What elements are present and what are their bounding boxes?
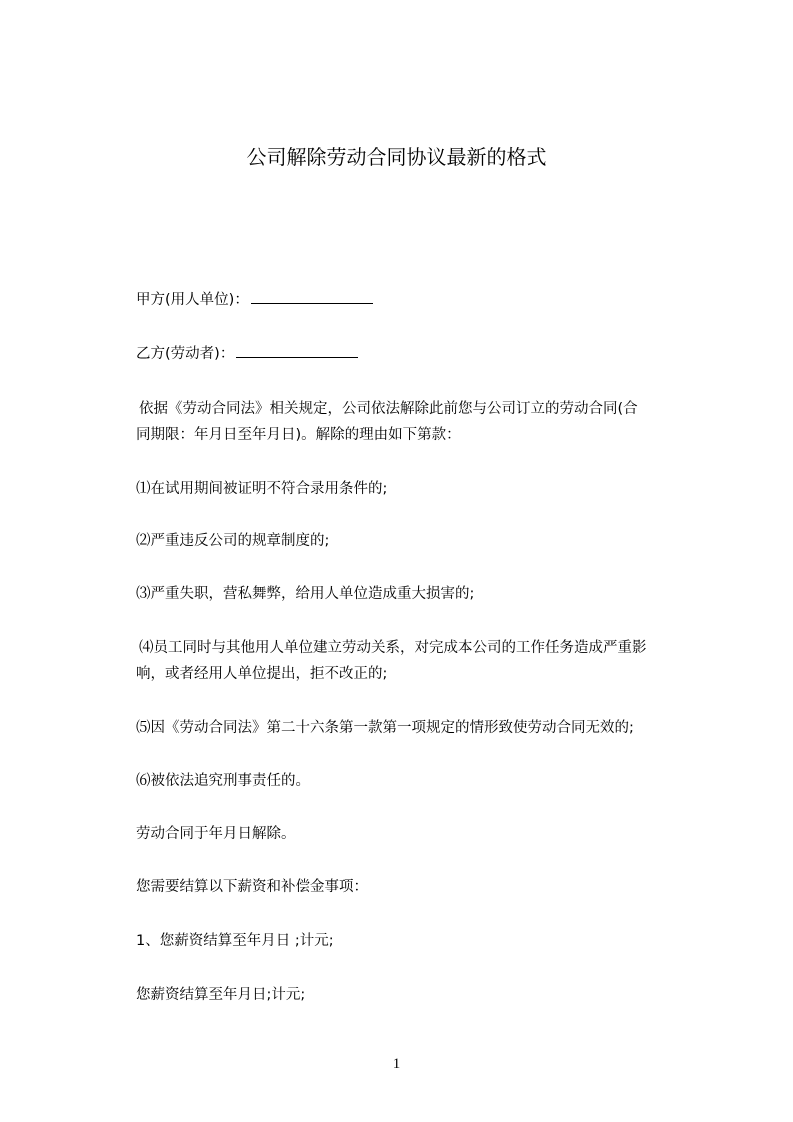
clause-4-line-1: ⑷员工同时与其他用人单位建立劳动关系，对完成本公司的工作任务造成严重影 (139, 640, 647, 656)
party-b-line (136, 341, 716, 367)
settlement-intro: 您需要结算以下薪资和补偿金事项： (136, 879, 368, 895)
clause-1: ⑴在试用期间被证明不符合录用条件的; (136, 481, 388, 497)
party-a-label: 甲方(用人单位)： (136, 292, 249, 308)
settlement-item-1: 1、您薪资结算至年月日 ;计元; (136, 933, 334, 949)
clause-2: ⑵严重违反公司的规章制度的; (136, 533, 330, 549)
clause-5: ⑸因《劳动合同法》第二十六条第一款第一项规定的情形致使劳动合同无效的; (136, 720, 634, 736)
party-a-line (136, 287, 716, 313)
settlement-item-2: 您薪资结算至年月日;计元; (136, 987, 306, 1003)
party-b-label: 乙方(劳动者)： (136, 346, 235, 362)
document-title: 公司解除劳动合同协议最新的格式 (246, 145, 547, 169)
party-a-blank (251, 289, 373, 304)
intro-line-1: 依据《劳动合同法》相关规定，公司依法解除此前您与公司订立的劳动合同(合 (139, 401, 638, 417)
page-number: 1 (392, 1056, 401, 1072)
party-b-blank (236, 343, 358, 358)
termination-date: 劳动合同于年月日解除。 (136, 826, 296, 842)
clause-4-line-2: 响，或者经用人单位提出，拒不改正的; (136, 666, 388, 682)
clause-6: ⑹被依法追究刑事责任的。 (136, 773, 310, 789)
clause-3: ⑶严重失职，营私舞弊，给用人单位造成重大损害的; (136, 586, 475, 602)
intro-line-2: 同期限：年月日至年月日)。解除的理由如下第款： (136, 427, 461, 443)
